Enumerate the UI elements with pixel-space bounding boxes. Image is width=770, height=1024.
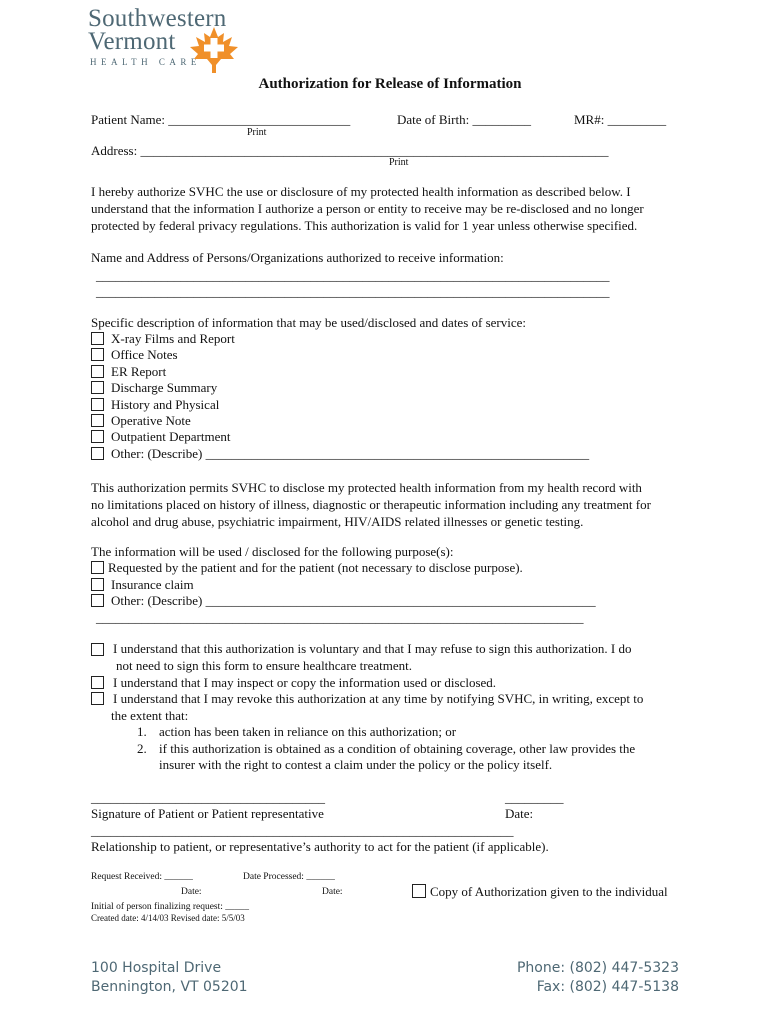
- permits-line: This authorization permits SVHC to disclose my protected health information from my health record with: [91, 480, 642, 495]
- maple-leaf-cross-icon: [188, 25, 240, 75]
- recipients-line-2[interactable]: _______________________________________________________________________________: [96, 284, 610, 299]
- ack-revoke-line-1: I understand that I may revoke this authorization at any time by notifying SVHC, in writing, except to: [113, 691, 644, 706]
- patient-name-field[interactable]: Patient Name: ____________________________: [91, 112, 351, 127]
- info-item-operative-note[interactable]: [91, 413, 589, 429]
- sub-item-2-line-2: insurer with the right to contest a claim under the policy or the policy itself.: [159, 757, 553, 772]
- intro-line: understand that the information I authorize a person or entity to receive may be re-disclosed and no longer: [91, 201, 644, 216]
- checkbox[interactable]: [91, 430, 104, 443]
- processed-date-label: Date:: [322, 887, 343, 897]
- purpose-other[interactable]: [91, 593, 596, 610]
- sub-item-1: action has been taken in reliance on this authorization; or: [159, 724, 457, 739]
- relationship-line[interactable]: _________________________________________________________________: [91, 823, 514, 838]
- intro-line: protected by federal privacy regulations. This authorization is valid for 1 year unless otherwise specified.: [91, 218, 638, 233]
- purpose-extra-line[interactable]: ___________________________________________________________________________: [96, 610, 584, 625]
- recipients-line-1[interactable]: _______________________________________________________________________________: [96, 268, 610, 283]
- mr-number-field[interactable]: MR#: _________: [574, 112, 667, 127]
- signature-date-line[interactable]: _________: [505, 790, 564, 805]
- sub-item-2-line-1: if this authorization is obtained as a condition of obtaining coverage, other law provides the: [159, 741, 636, 756]
- ack-voluntary-line-2: not need to sign this form to ensure healthcare treatment.: [116, 658, 413, 673]
- info-item-label: History and Physical: [111, 396, 220, 412]
- checkbox[interactable]: [91, 365, 104, 378]
- footer-address-line-2: Bennington, VT 05201: [91, 979, 248, 995]
- checkbox[interactable]: [91, 332, 104, 345]
- ack-voluntary-checkbox[interactable]: [91, 643, 104, 656]
- checkbox[interactable]: [91, 447, 104, 460]
- ack-revoke-checkbox[interactable]: [91, 692, 104, 705]
- info-item-office-notes[interactable]: [91, 347, 589, 363]
- intro-line: I hereby authorize SVHC the use or disclosure of my protected health information as described below. I: [91, 184, 631, 199]
- info-item-label: Operative Note: [111, 413, 191, 429]
- copy-given-checkbox[interactable]: [412, 884, 426, 898]
- signature-label: Signature of Patient or Patient representative: [91, 806, 324, 821]
- purpose-item-label: Requested by the patient and for the patient (not necessary to disclose purpose).: [108, 560, 523, 575]
- ack-inspect-text: I understand that I may inspect or copy the information used or disclosed.: [113, 675, 497, 690]
- footer-address-line-1: 100 Hospital Drive: [91, 960, 222, 976]
- request-date-label: Date:: [181, 887, 202, 897]
- info-item-er-report[interactable]: [91, 364, 589, 380]
- signature-line[interactable]: ____________________________________: [91, 790, 325, 805]
- signature-date-label: Date:: [505, 806, 534, 821]
- checkbox[interactable]: [91, 381, 104, 394]
- info-item-label: Discharge Summary: [111, 380, 218, 396]
- date-of-birth-field[interactable]: Date of Birth: _________: [397, 112, 531, 127]
- checkbox[interactable]: [91, 398, 104, 411]
- info-item-other[interactable]: [91, 446, 589, 462]
- purpose-insurance[interactable]: [91, 577, 596, 594]
- date-processed-field[interactable]: Date Processed: ______: [243, 872, 335, 882]
- name-print-note: Print: [247, 127, 267, 138]
- purpose-patient-request[interactable]: [91, 560, 596, 577]
- info-types-label: Specific description of information that may be used/disclosed and dates of service:: [91, 315, 527, 330]
- permits-line: no limitations placed on history of illness, diagnostic or therapeutic information including any treatment for: [91, 497, 651, 512]
- sub-item-2-number: 2.: [137, 741, 147, 756]
- purpose-list: [91, 560, 596, 610]
- created-revised-dates: Created date: 4/14/03 Revised date: 5/5/03: [91, 913, 245, 923]
- address-print-note: Print: [389, 157, 409, 168]
- authorization-intro: [91, 183, 644, 234]
- relationship-label: Relationship to patient, or representative’s authority to act for the patient (if applicable).: [91, 839, 549, 854]
- info-item-label: Other: (Describe) ___________________________________________________________: [111, 445, 590, 461]
- recipients-label: Name and Address of Persons/Organizations authorized to receive information:: [91, 250, 504, 265]
- checkbox[interactable]: [91, 578, 104, 591]
- info-item-label: Office Notes: [111, 347, 178, 363]
- ack-inspect-checkbox[interactable]: [91, 676, 104, 689]
- logo-line-3: HEALTH CARE: [90, 57, 201, 67]
- initial-field[interactable]: Initial of person finalizing request: _____: [91, 902, 250, 912]
- info-types-list: [91, 331, 589, 462]
- info-item-label: ER Report: [111, 363, 167, 379]
- permits-paragraph: [91, 479, 651, 530]
- request-received-field[interactable]: Request Received: ______: [91, 872, 193, 882]
- purpose-item-label: Other: (Describe) ____________________________________________________________: [111, 593, 596, 608]
- footer-phone: Phone: (802) 447-5323: [516, 960, 679, 976]
- logo-line-1: Southwestern: [88, 5, 227, 32]
- info-item-outpatient[interactable]: [91, 429, 589, 445]
- logo-line-2: Vermont: [88, 28, 176, 55]
- ack-revoke-line-2: the extent that:: [111, 708, 189, 723]
- ack-voluntary-line-1: I understand that this authorization is voluntary and that I may refuse to sign this authorization. I do: [113, 641, 632, 656]
- address-field[interactable]: Address: ________________________________________________________________________: [91, 143, 609, 158]
- info-item-label: Outpatient Department: [111, 429, 231, 445]
- purpose-label: The information will be used / disclosed for the following purpose(s):: [91, 544, 454, 559]
- page-title: Authorization for Release of Information: [258, 76, 522, 92]
- permits-line: alcohol and drug abuse, psychiatric impairment, HIV/AIDS related illnesses or genetic testing.: [91, 514, 584, 529]
- info-item-label: X-ray Films and Report: [111, 331, 235, 346]
- info-item-history-physical[interactable]: [91, 397, 589, 413]
- checkbox[interactable]: [91, 348, 104, 361]
- sub-item-1-number: 1.: [137, 724, 147, 739]
- checkbox[interactable]: [91, 414, 104, 427]
- info-item-discharge-summary[interactable]: [91, 380, 589, 396]
- copy-given-label: Copy of Authorization given to the individual: [430, 884, 668, 899]
- purpose-item-label: Insurance claim: [111, 576, 194, 592]
- checkbox[interactable]: [91, 561, 104, 574]
- checkbox[interactable]: [91, 594, 104, 607]
- info-item-xray[interactable]: [91, 331, 589, 347]
- footer-fax: Fax: (802) 447-5138: [536, 979, 679, 995]
